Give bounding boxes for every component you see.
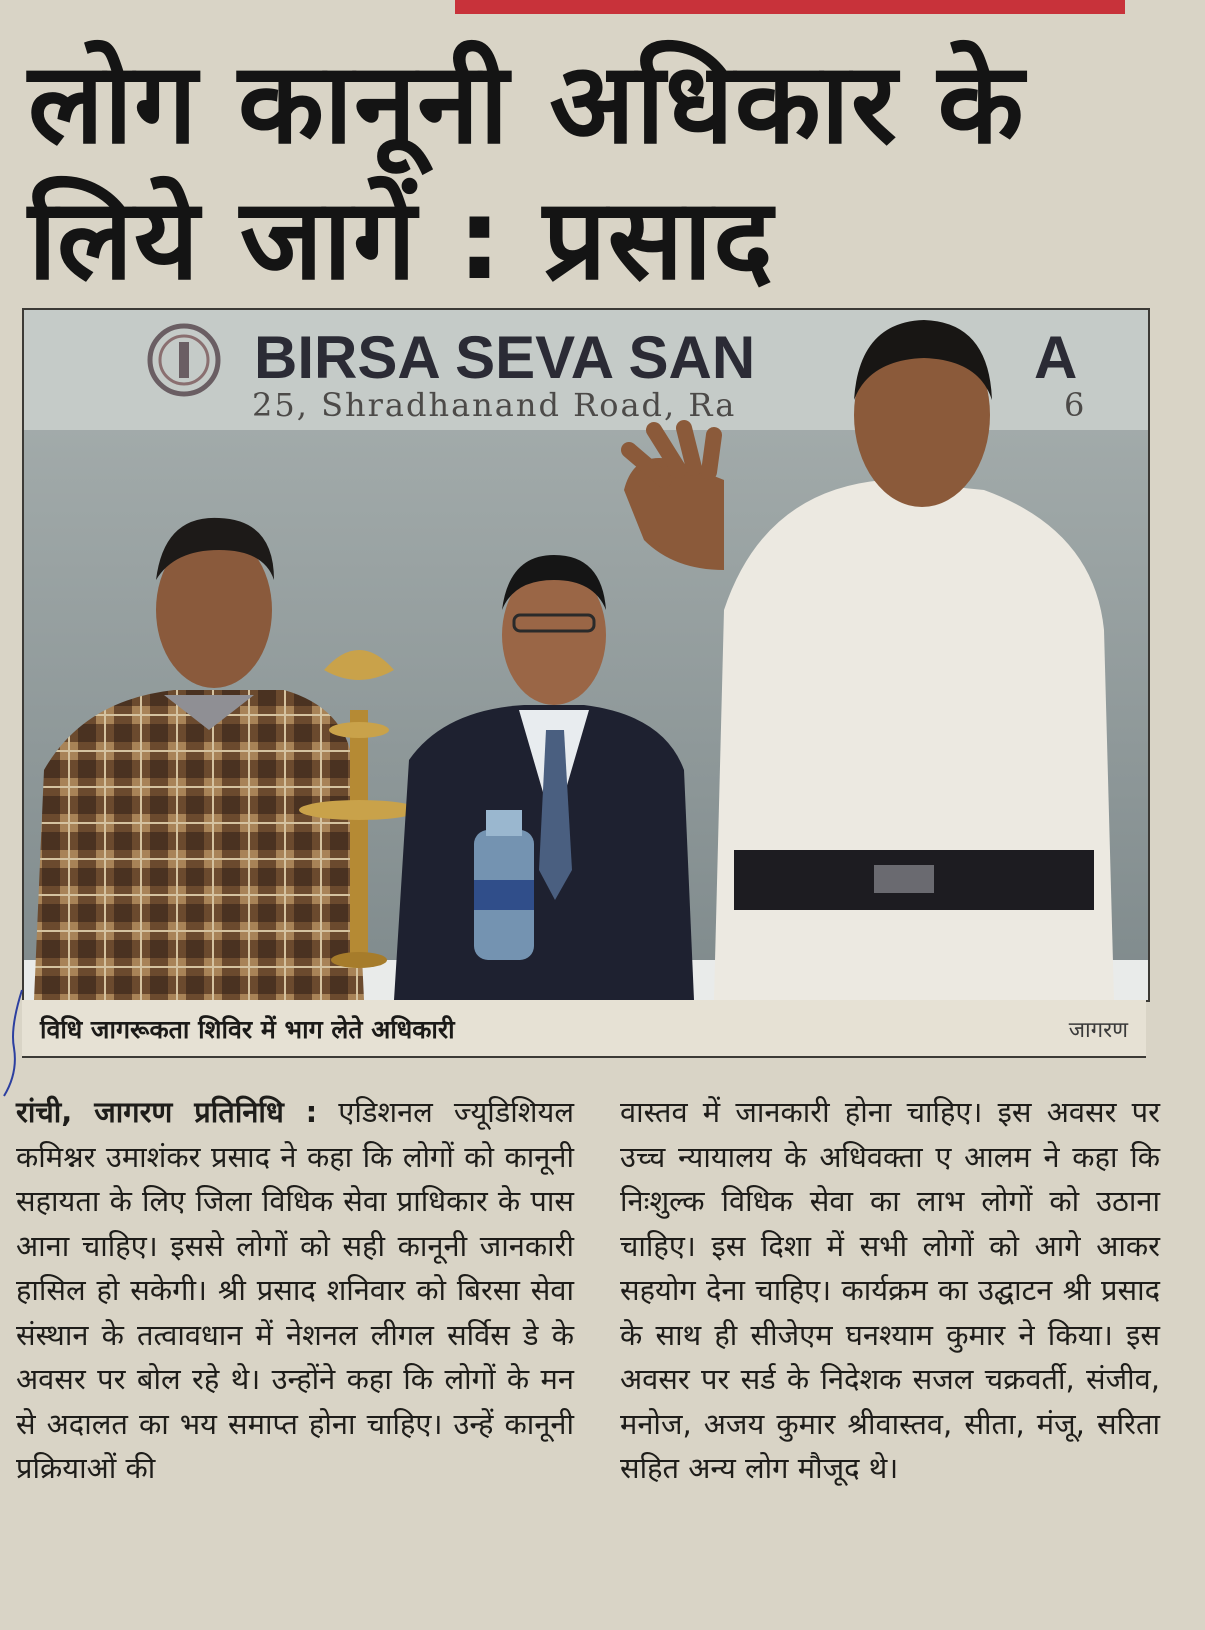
photo-caption: विधि जागरूकता शिविर में भाग लेते अधिकारी xyxy=(40,1015,455,1044)
news-photo xyxy=(22,308,1150,1002)
banner-address: 25, Shradhanand Road, Ra xyxy=(252,386,737,424)
banner-suffix-b: 6 xyxy=(1064,386,1085,424)
article-column-1-text: एडिशनल ज्यूडिशियल कमिश्नर उमाशंकर प्रसाद ने कहा कि लोगों को कानूनी सहायता के लिए जिला विधिक सेवा प्राधिकार के पास आना चाहिए। इससे लोगों को सही कानूनी जानकारी हासिल हो सकेगी। श्री प्रसाद शनिवार को बिरसा सेवा संस्थान के तत्वावधान में नेशनल लीगल सर्विस डे के अवसर पर बोल रहे थे। उन्होंने कहा कि लोगों के मन से अदालत का भय समाप्त होना चाहिए। उन्हें कानूनी प्रक्रियाओं की xyxy=(16,1095,574,1485)
banner-suffix-a: A xyxy=(1034,324,1078,391)
article-column-2-text: वास्तव में जानकारी होना चाहिए। इस अवसर पर उच्च न्यायालय के अधिवक्ता ए आलम ने कहा कि निःशुल्क विधिक सेवा का लाभ लोगों को उठाना चाहिए। इस दिशा में सभी लोगों को आगे आकर सहयोग देना चाहिए। कार्यक्रम का उद्घाटन श्री प्रसाद के साथ ही सीजेएम घनश्याम कुमार ने किया। इस अवसर पर सर्ड के निदेशक सजल चक्रवर्ती, संजीव, मनोज, अजय कुमार श्रीवास्तव, सीता, मंजू, सरिता सहित अन्य लोग मौजूद थे। xyxy=(620,1095,1160,1485)
photo-credit: जागरण xyxy=(1068,1018,1128,1043)
pen-mark xyxy=(0,988,30,1098)
article-dateline: रांची, जागरण प्रतिनिधि : xyxy=(16,1095,318,1129)
article-column-1 xyxy=(16,1090,574,1491)
banner-title: BIRSA SEVA SAN xyxy=(254,324,756,391)
article-column-2 xyxy=(620,1090,1160,1491)
top-color-rule xyxy=(455,0,1125,14)
water-bottle-center xyxy=(474,810,534,960)
headline: लोग कानूनी अधिकार के लिये जागें : प्रसाद xyxy=(28,39,1025,305)
banner-logo xyxy=(150,326,218,394)
photo-illustration xyxy=(24,310,1148,1000)
photo-caption-bar xyxy=(22,1000,1146,1058)
